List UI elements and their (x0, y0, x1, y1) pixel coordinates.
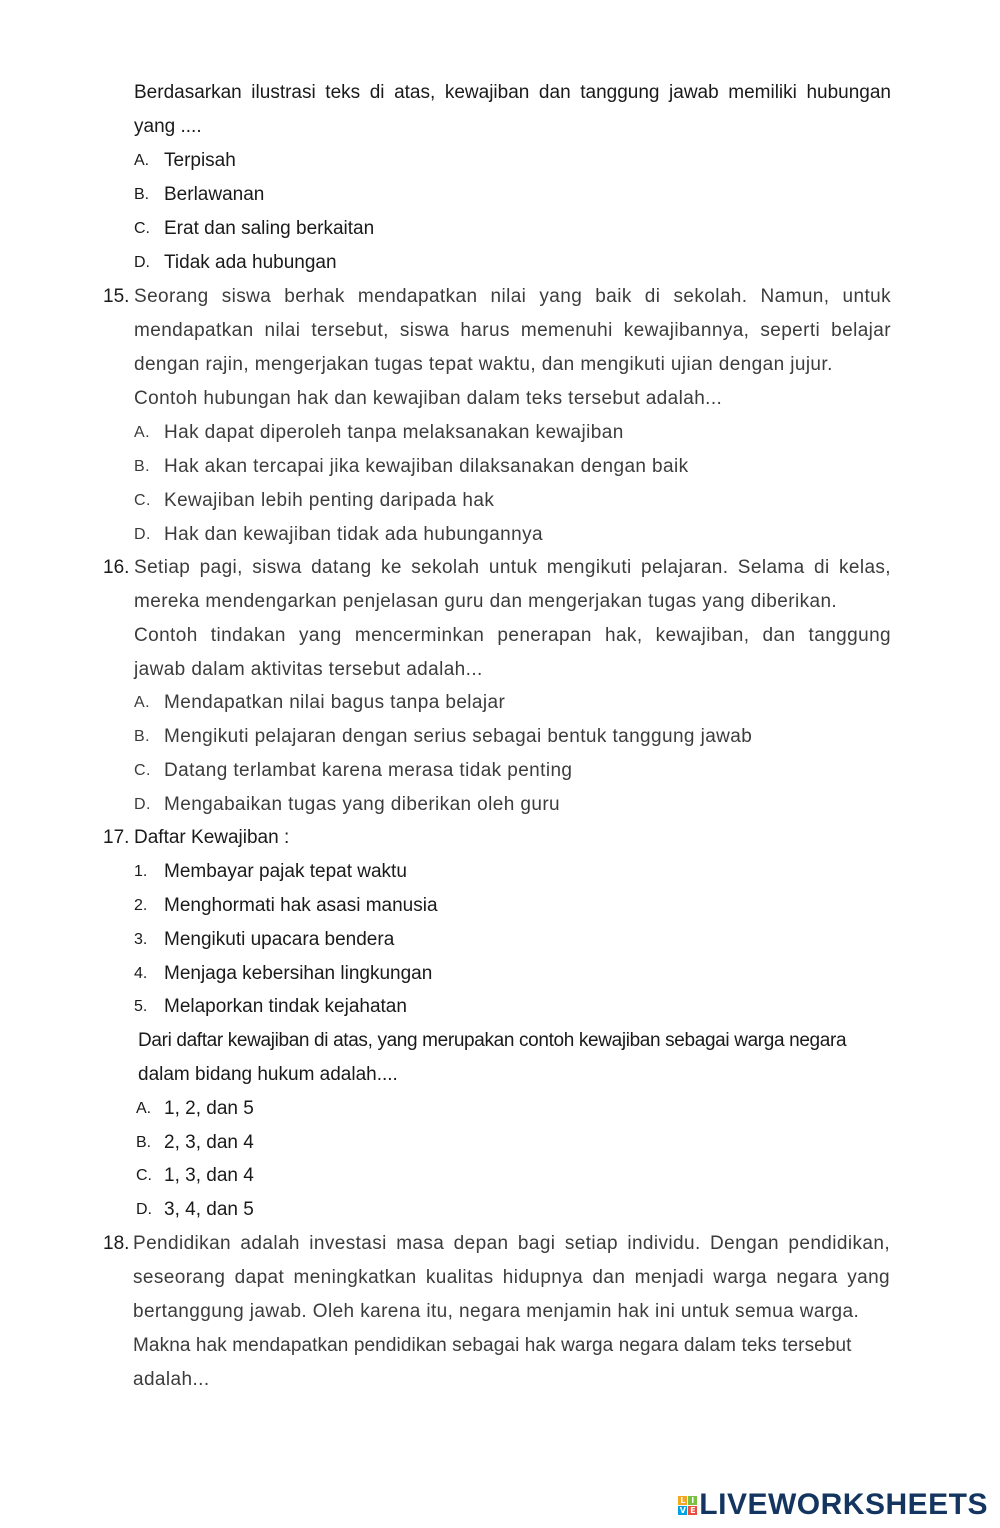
list-number: 2. (134, 897, 148, 914)
option-text: Mengabaikan tugas yang diberikan oleh guru (164, 794, 561, 815)
q16-stem-line-4: jawab dalam aktivitas tersebut adalah... (134, 659, 483, 680)
q17-number: 17. (103, 827, 130, 848)
option-text: Hak dapat diperoleh tanpa melaksanakan kewajiban (164, 422, 624, 443)
list-text: Melaporkan tindak kejahatan (164, 996, 407, 1017)
list-number: 1. (134, 863, 148, 880)
q15-stem-line-4: Contoh hubungan hak dan kewajiban dalam teks tersebut adalah... (134, 388, 723, 409)
option-letter: D. (134, 526, 151, 543)
option-text: Mendapatkan nilai bagus tanpa belajar (164, 692, 506, 713)
q15-stem-line-3: dengan rajin, mengerjakan tugas tepat waktu, dan mengikuti ujian dengan jujur. (134, 354, 833, 375)
q18-stem-line-4: Makna hak mendapatkan pendidikan sebagai hak warga negara dalam teks tersebut (133, 1335, 852, 1356)
option-letter: A. (134, 694, 150, 711)
q14-stem-line-1: Berdasarkan ilustrasi teks di atas, kewajiban dan tanggung jawab memiliki hubungan (134, 82, 891, 103)
list-number: 3. (134, 931, 148, 948)
q18-stem-line-1: Pendidikan adalah investasi masa depan bagi setiap individu. Dengan pendidikan, (133, 1233, 890, 1254)
option-letter: B. (134, 458, 150, 475)
option-letter: C. (134, 220, 150, 237)
q16-stem-line-3: Contoh tindakan yang mencerminkan penerapan hak, kewajiban, dan tanggung (134, 625, 891, 646)
q18-stem-line-5: adalah... (133, 1369, 210, 1390)
q16-stem-line-2: mereka mendengarkan penjelasan guru dan mengerjakan tugas yang diberikan. (134, 591, 838, 612)
option-text: Mengikuti pelajaran dengan serius sebagai bentuk tanggung jawab (164, 726, 753, 747)
option-letter: A. (134, 152, 150, 169)
q16-stem-line-1: Setiap pagi, siswa datang ke sekolah untuk mengikuti pelajaran. Selama di kelas, (134, 557, 891, 578)
option-letter: B. (136, 1134, 152, 1151)
q15-stem-line-2: mendapatkan nilai tersebut, siswa harus memenuhi kewajibannya, seperti belajar (134, 320, 891, 341)
option-letter: B. (134, 728, 150, 745)
option-text: 1, 3, dan 4 (164, 1165, 254, 1186)
q17-stem-line-1: Dari daftar kewajiban di atas, yang merupakan contoh kewajiban sebagai warga negara (138, 1030, 847, 1051)
option-letter: C. (136, 1167, 152, 1184)
option-letter: A. (136, 1100, 152, 1117)
option-letter: C. (134, 762, 151, 779)
q16-number: 16. (103, 557, 130, 578)
logo-mark-letter: L (680, 1495, 686, 1505)
list-text: Menghormati hak asasi manusia (164, 895, 438, 916)
logo-mark-letter: E (690, 1505, 696, 1515)
option-text: Terpisah (164, 150, 236, 171)
logo-mark-letter: I (688, 1496, 697, 1505)
q15-number: 15. (103, 286, 130, 307)
logo-mark-icon (678, 1496, 697, 1515)
list-text: Membayar pajak tepat waktu (164, 861, 407, 882)
option-letter: B. (134, 186, 150, 203)
q15-stem-line-1: Seorang siswa berhak mendapatkan nilai yang baik di sekolah. Namun, untuk (134, 286, 891, 307)
option-text: Hak dan kewajiban tidak ada hubungannya (164, 524, 543, 545)
list-text: Menjaga kebersihan lingkungan (164, 963, 433, 984)
option-letter: A. (134, 424, 150, 441)
q18-number: 18. (103, 1233, 130, 1254)
option-letter: D. (136, 1201, 152, 1218)
option-text: Datang terlambat karena merasa tidak penting (164, 760, 573, 781)
option-text: 1, 2, dan 5 (164, 1098, 254, 1119)
list-number: 4. (134, 965, 148, 982)
q18-stem-line-3: bertanggung jawab. Oleh karena itu, negara menjamin hak ini untuk semua warga. (133, 1301, 860, 1322)
q18-stem-line-2: seseorang dapat meningkatkan kualitas hidupnya dan menjadi warga negara yang (133, 1267, 890, 1288)
option-text: 2, 3, dan 4 (164, 1132, 254, 1153)
option-text: Erat dan saling berkaitan (164, 218, 375, 239)
q17-title: Daftar Kewajiban : (134, 827, 290, 848)
option-text: Berlawanan (164, 184, 265, 205)
list-number: 5. (134, 998, 148, 1015)
option-text: Kewajiban lebih penting daripada hak (164, 490, 495, 511)
option-text: 3, 4, dan 5 (164, 1199, 254, 1220)
logo-mark-letter: V (679, 1505, 686, 1515)
option-text: Tidak ada hubungan (164, 252, 337, 273)
liveworksheets-logo (678, 1488, 988, 1522)
option-letter: D. (134, 796, 151, 813)
q14-stem-line-2: yang .... (134, 116, 202, 137)
option-letter: D. (134, 254, 150, 271)
logo-text: LIVEWORKSHEETS (699, 1488, 988, 1521)
q17-stem-line-2: dalam bidang hukum adalah.... (138, 1064, 398, 1085)
list-text: Mengikuti upacara bendera (164, 929, 395, 950)
option-letter: C. (134, 492, 151, 509)
option-text: Hak akan tercapai jika kewajiban dilaksanakan dengan baik (164, 456, 689, 477)
